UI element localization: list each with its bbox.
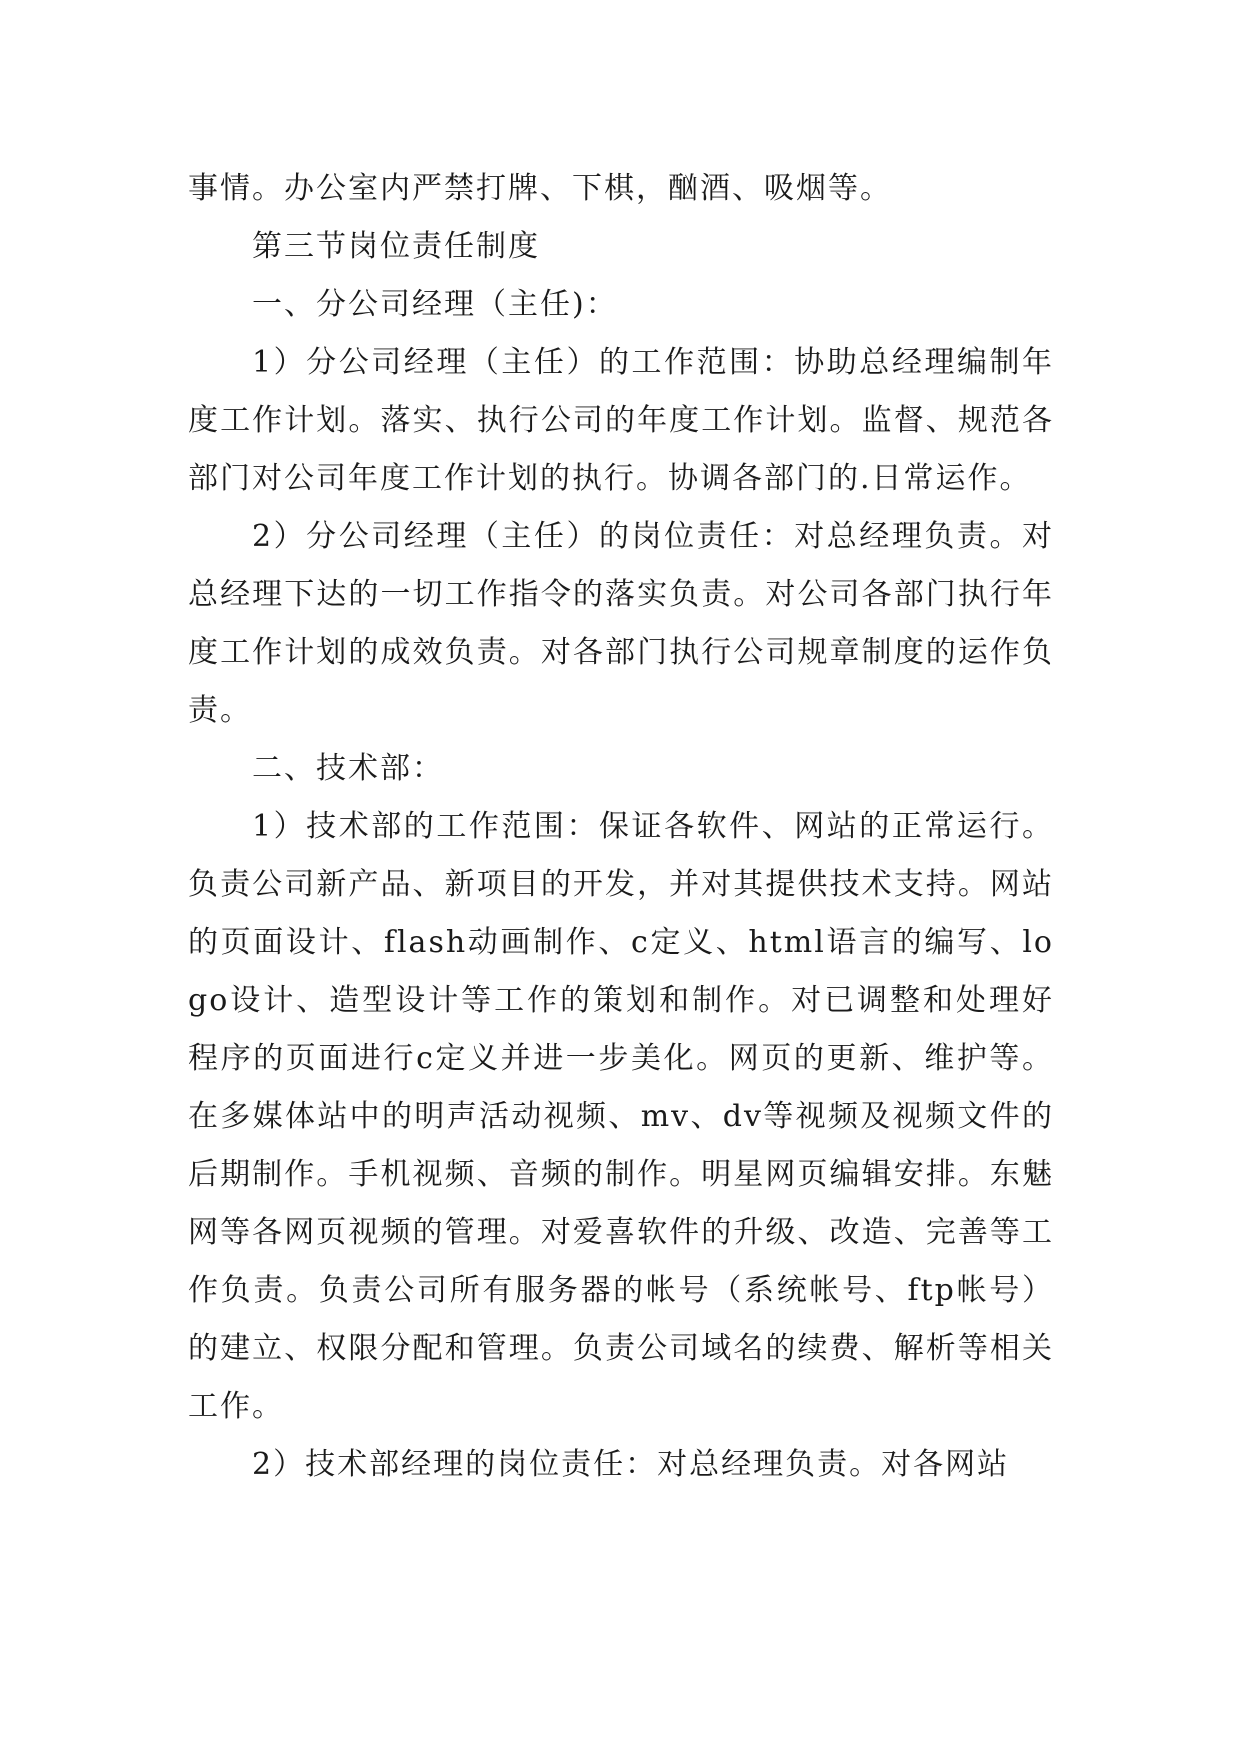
paragraph-office-rules-end: 事情。办公室内严禁打牌、下棋，酗酒、吸烟等。 — [188, 171, 892, 206]
paragraph-branch-manager-scope: 1）分公司经理（主任）的工作范围：协助总经理编制年度工作计划。落实、执行公司的年度工作计划。监督、规范各部门对公司年度工作计划的执行。协调各部门的.日常运作。 — [188, 345, 1054, 496]
subheading-branch-manager: 一、分公司经理（主任)： — [252, 287, 618, 322]
section-heading-job-responsibility: 第三节岗位责任制度 — [252, 229, 540, 264]
subheading-tech-department: 二、技术部： — [252, 751, 444, 786]
document-body — [188, 160, 1054, 1494]
paragraph-branch-manager-duty: 2）分公司经理（主任）的岗位责任：对总经理负责。对总经理下达的一切工作指令的落实负责。对公司各部门执行年度工作计划的成效负责。对各部门执行公司规章制度的运作负责。 — [188, 519, 1054, 728]
paragraph-tech-manager-duty: 2）技术部经理的岗位责任：对总经理负责。对各网站 — [252, 1447, 1010, 1482]
paragraph-tech-department-scope: 1）技术部的工作范围：保证各软件、网站的正常运行。负责公司新产品、新项目的开发，并对其提供技术支持。网站的页面设计、flash动画制作、c定义、html语言的编写、logo设计、造型设计等工作的策划和制作。对已调整和处理好程序的页面进行c定义并进一步美化。网页的更新、维护等。在多媒体站中的明声活动视频、mv、dv等视频及视频文件的后期制作。手机视频、音频的制作。明星网页编辑安排。东魅网等各网页视频的管理。对爱喜软件的升级、改造、完善等工作负责。负责公司所有服务器的帐号（系统帐号、ftp帐号）的建立、权限分配和管理。负责公司域名的续费、解析等相关工作。 — [188, 809, 1054, 1424]
